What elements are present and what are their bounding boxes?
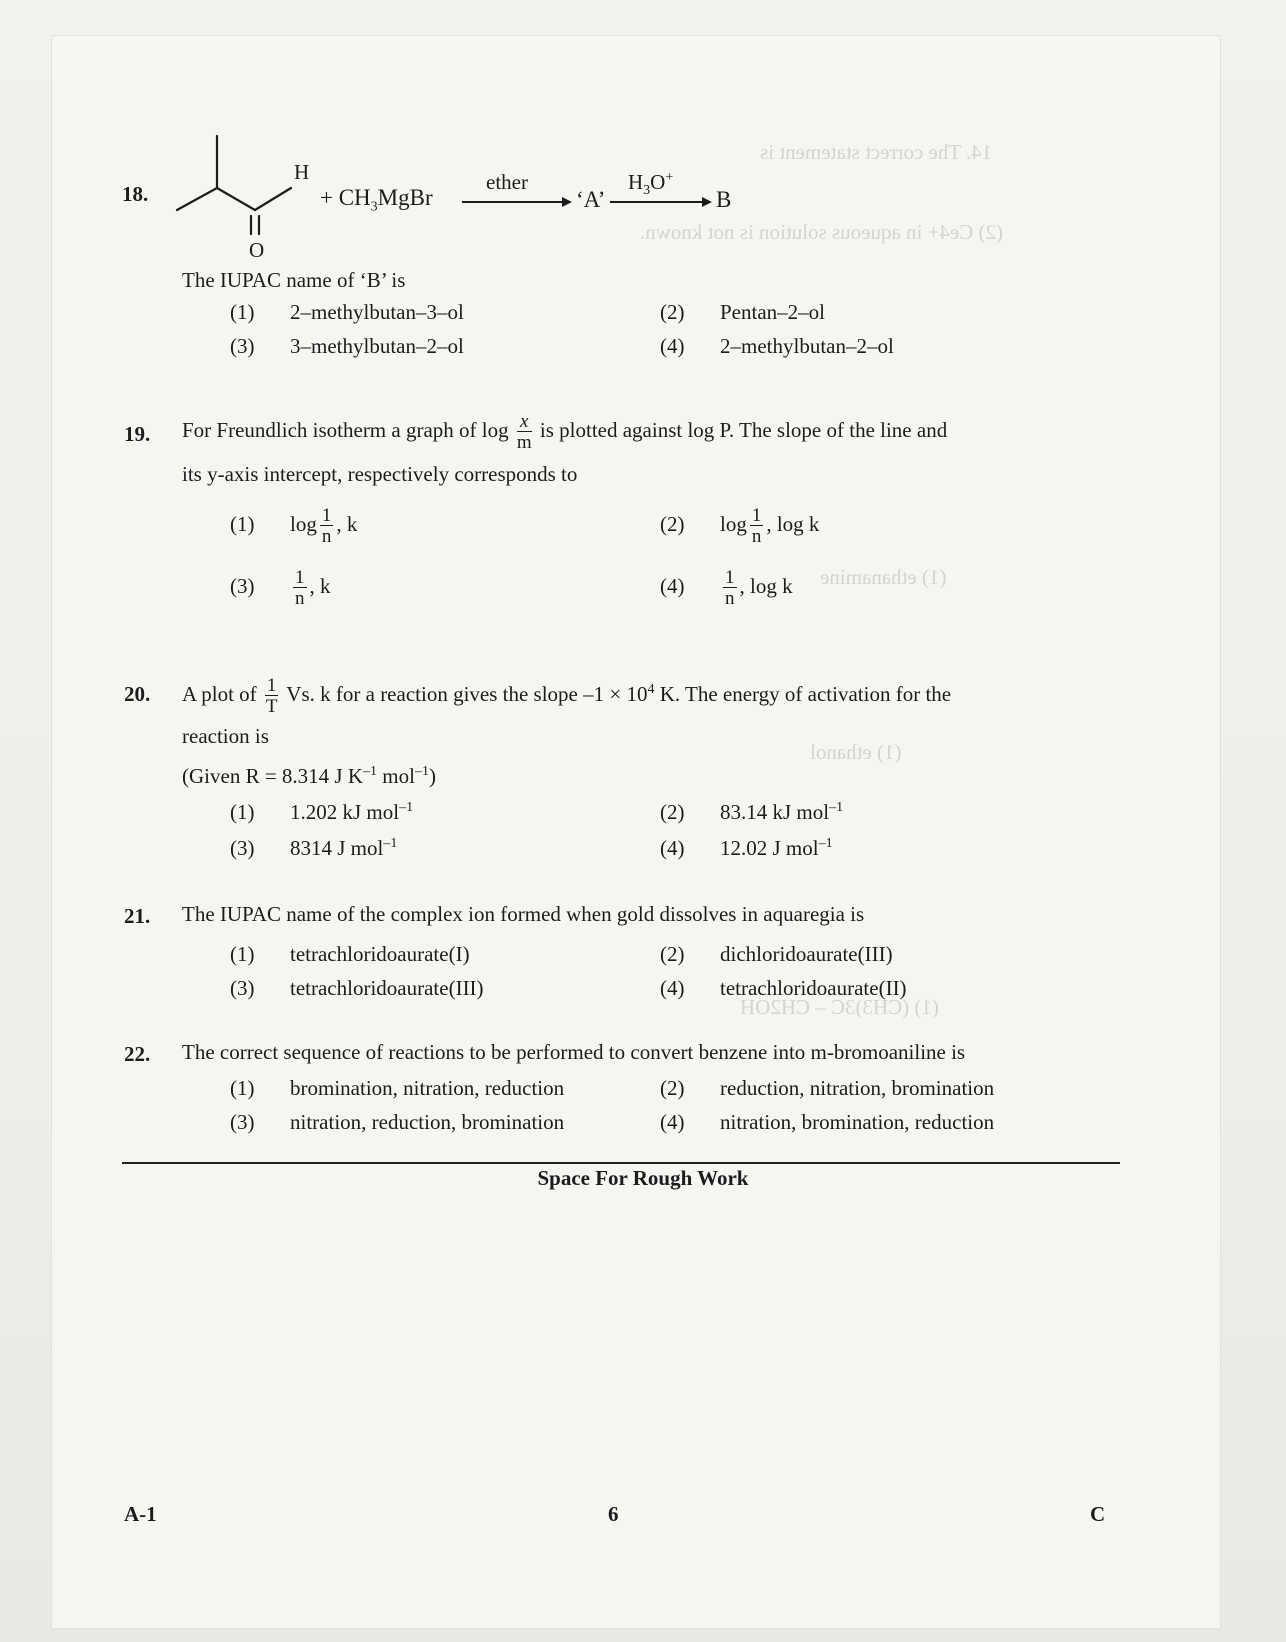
option-text: Pentan–2–ol (720, 300, 825, 324)
fraction-numerator: 1 (321, 505, 332, 526)
grignard-reagent (320, 184, 433, 222)
question-19-line-2: its y-axis intercept, respectively corresponds to (182, 462, 578, 486)
page-number: 6 (608, 1502, 619, 1526)
aldehyde-structure (175, 132, 305, 250)
option-index: (4) (660, 573, 685, 598)
option-index: (4) (660, 334, 685, 358)
q22-option-4[interactable] (660, 1110, 994, 1135)
option-text: tetrachloridoaurate(I) (290, 942, 470, 966)
q22-option-2[interactable] (660, 1076, 994, 1101)
option-text: 8314 J mol (290, 836, 384, 860)
option-index: (2) (660, 800, 685, 824)
bleed-through-text: (1) ethanamine (820, 565, 947, 589)
q19-option-2[interactable] (660, 506, 819, 546)
question-18-text: The IUPAC name of ‘B’ is (182, 268, 406, 292)
option-text: 2–methylbutan–3–ol (290, 300, 464, 324)
question-number-20: 20. (124, 682, 151, 706)
option-index: (2) (660, 511, 685, 536)
option-index: (1) (230, 800, 255, 824)
q21-option-4[interactable] (660, 976, 907, 1001)
option-text: reduction, nitration, bromination (720, 1076, 995, 1100)
q18-option-2[interactable] (660, 300, 825, 325)
bleed-through-text: (1) (CH3)3C – CH2OH (740, 995, 939, 1019)
question-21-text: The IUPAC name of the complex ion formed when gold dissolves in aquaregia is (182, 902, 865, 926)
option-index: (3) (230, 573, 255, 598)
fraction-numerator: 1 (295, 567, 305, 588)
option-prefix: log (720, 511, 747, 536)
reaction-arrow-1 (462, 196, 572, 208)
q21-option-3[interactable] (230, 976, 484, 1001)
one-over-n-fraction (750, 506, 764, 546)
option-index: (1) (230, 511, 255, 536)
q22-option-1[interactable] (230, 1076, 564, 1101)
q19-text-a: For Freundlich isotherm a graph of log (182, 418, 509, 442)
option-text: tetrachloridoaurate(III) (290, 976, 484, 1000)
intermediate-a: ‘A’ (576, 187, 606, 212)
question-number-22: 22. (124, 1042, 151, 1066)
option-text: 1.202 kJ mol (290, 800, 400, 824)
option-suffix: , k (309, 573, 331, 598)
fraction-numerator: 1 (725, 567, 735, 588)
rough-work-heading: Space For Rough Work (537, 1166, 749, 1190)
reagent-suffix: MgBr (377, 185, 433, 210)
option-text: dichloridoaurate(III) (720, 942, 893, 966)
given-sup-1: –1 (363, 764, 378, 779)
fraction-numerator: x (517, 412, 532, 432)
q18-option-1[interactable] (230, 300, 464, 325)
fraction-denominator: n (751, 526, 762, 547)
question-20-line-2: reaction is (182, 724, 269, 748)
bleed-through-text: 14. The correct statement is (760, 140, 993, 164)
given-sup-2: –1 (414, 764, 429, 779)
option-index: (2) (660, 300, 685, 324)
q20-text-c: K. The energy of activation for the (659, 682, 952, 706)
q19-option-1[interactable] (230, 506, 357, 546)
one-over-t-fraction (265, 676, 279, 716)
option-index: (4) (660, 1110, 685, 1134)
arrow2-label-sup: + (665, 170, 674, 185)
option-text: 83.14 kJ mol (720, 800, 830, 824)
q20-option-3[interactable] (230, 836, 397, 861)
q21-option-1[interactable] (230, 942, 470, 967)
q18-option-4[interactable] (660, 334, 894, 359)
option-sup: –1 (829, 800, 844, 815)
option-index: (3) (230, 836, 255, 860)
option-index: (2) (660, 942, 685, 966)
fraction-numerator: 1 (751, 505, 762, 526)
option-index: (3) (230, 976, 255, 1000)
q20-option-1[interactable] (230, 800, 413, 825)
option-suffix: , log k (766, 511, 820, 536)
option-text: tetrachloridoaurate(II) (720, 976, 907, 1000)
question-number-21: 21. (124, 904, 151, 928)
question-20-line-1 (182, 668, 951, 716)
one-over-n-fraction (723, 568, 737, 608)
option-text: nitration, bromination, reduction (720, 1110, 995, 1134)
option-suffix: , k (336, 511, 358, 536)
arrow2-label-o: O (650, 170, 666, 194)
arrow2-label-sub: 3 (643, 183, 651, 199)
option-index: (4) (660, 976, 685, 1000)
booklet-series: C (1090, 1502, 1106, 1526)
q20-option-4[interactable] (660, 836, 833, 861)
option-text: nitration, reduction, bromination (290, 1110, 565, 1134)
question-19-line-1 (182, 408, 947, 452)
option-suffix: , log k (739, 573, 793, 598)
fraction-numerator: 1 (266, 675, 277, 697)
one-over-n-fraction (320, 506, 334, 546)
q19-text-b: is plotted against log P. The slope of the line and (539, 418, 948, 442)
divider-line (122, 1162, 1120, 1164)
q19-option-3[interactable] (230, 568, 331, 608)
question-20-given (182, 758, 436, 790)
option-sup: –1 (399, 800, 414, 815)
option-index: (1) (230, 1076, 255, 1100)
arrow1-label: ether (486, 170, 528, 194)
option-prefix: log (290, 511, 317, 536)
q20-text-a: A plot of (182, 682, 257, 706)
option-text: 12.02 J mol (720, 836, 819, 860)
one-over-n-fraction (293, 568, 307, 608)
q20-text-b: Vs. k for a reaction gives the slope –1 × 10 (286, 682, 648, 706)
q19-option-4[interactable] (660, 568, 793, 608)
option-sup: –1 (818, 836, 833, 851)
reaction-arrow-2 (610, 196, 712, 208)
option-index: (3) (230, 1110, 255, 1134)
fraction-denominator: T (265, 696, 278, 718)
option-text: bromination, nitration, reduction (290, 1076, 565, 1100)
reagent-prefix: + CH (320, 185, 371, 210)
option-text: 3–methylbutan–2–ol (290, 334, 464, 358)
q22-option-3[interactable] (230, 1110, 564, 1135)
option-sup: –1 (383, 836, 398, 851)
option-index: (1) (230, 942, 255, 966)
bleed-through-text: (1) ethanol (810, 740, 902, 764)
fraction-denominator: n (725, 588, 735, 609)
option-text: 2–methylbutan–2–ol (720, 334, 894, 358)
q20-superscript: 4 (647, 682, 655, 697)
fraction-denominator: n (321, 526, 332, 547)
footer-code: A-1 (124, 1502, 157, 1526)
fraction-denominator: n (295, 588, 305, 609)
q18-option-3[interactable] (230, 334, 464, 359)
product-b: B (716, 187, 732, 212)
x-over-m-fraction (517, 412, 532, 452)
bleed-through-text: (2) Ce4+ in aqueous solution is not known. (640, 220, 1003, 244)
q21-option-2[interactable] (660, 942, 893, 967)
given-text-b: mol (377, 764, 415, 788)
option-index: (4) (660, 836, 685, 860)
q20-option-2[interactable] (660, 800, 843, 825)
option-index: (1) (230, 300, 255, 324)
option-index: (2) (660, 1076, 685, 1100)
given-text-a: (Given R = 8.314 J K (182, 764, 364, 788)
question-number-19: 19. (124, 422, 151, 446)
aldehyde-oxygen-label: O (249, 238, 265, 262)
question-22-text: The correct sequence of reactions to be performed to convert benzene into m-bromoaniline is (182, 1040, 966, 1064)
given-text-c: ) (428, 764, 436, 788)
arrow2-label-h: H (628, 170, 644, 194)
question-number-18: 18. (122, 182, 149, 206)
option-index: (3) (230, 334, 255, 358)
aldehyde-hydrogen-label: H (294, 160, 310, 184)
reagent-subscript: 3 (370, 199, 378, 215)
fraction-denominator: m (516, 432, 532, 454)
